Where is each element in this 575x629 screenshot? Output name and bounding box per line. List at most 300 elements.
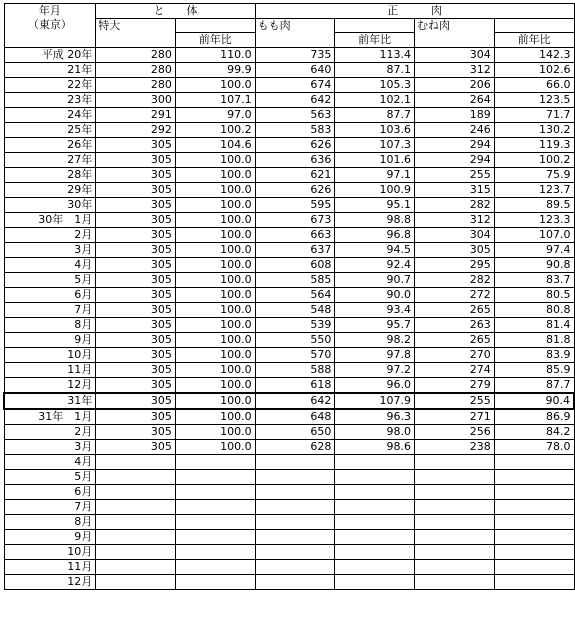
row-label: 7月 [4,500,96,515]
value-cell: 90.4 [494,393,574,409]
value-cell [175,485,255,500]
grade-header: 特大 [96,19,176,48]
value-cell [96,575,176,590]
yoy-header-carcass: 前年比 [175,33,255,48]
value-cell [415,560,495,575]
value-cell: 100.0 [175,303,255,318]
value-cell: 119.3 [494,138,574,153]
value-cell: 97.0 [175,108,255,123]
header-spacer [175,19,255,33]
row-label: 11月 [4,363,96,378]
value-cell: 305 [96,243,176,258]
row-label: 6月 [4,485,96,500]
value-cell: 103.6 [335,123,415,138]
value-cell: 100.0 [175,348,255,363]
table-row [4,258,574,273]
value-cell [494,545,574,560]
row-label: 25年 [4,123,96,138]
value-cell: 97.2 [335,363,415,378]
value-cell: 123.7 [494,183,574,198]
value-cell [335,500,415,515]
value-cell: 238 [415,440,495,455]
value-cell: 98.6 [335,440,415,455]
value-cell: 274 [415,363,495,378]
value-cell: 100.0 [175,228,255,243]
row-label: 5月 [4,470,96,485]
value-cell [335,530,415,545]
value-cell [96,515,176,530]
value-cell: 588 [255,363,335,378]
value-cell: 83.7 [494,273,574,288]
value-cell [255,455,335,470]
value-cell [415,500,495,515]
table-row [4,515,574,530]
value-cell [255,545,335,560]
value-cell: 87.1 [335,63,415,78]
table-row [4,303,574,318]
value-cell: 618 [255,378,335,394]
price-table [3,3,575,590]
value-cell [415,470,495,485]
value-cell: 305 [96,273,176,288]
value-cell: 312 [415,213,495,228]
price-table-sheet [3,3,575,590]
value-cell: 107.0 [494,228,574,243]
table-row [4,168,574,183]
value-cell: 304 [415,228,495,243]
row-label: 31年 1月 [4,409,96,425]
table-row [4,213,574,228]
value-cell: 102.1 [335,93,415,108]
value-cell: 305 [96,440,176,455]
value-cell: 96.3 [335,409,415,425]
table-row [4,440,574,455]
table-row [4,348,574,363]
table-row [4,138,574,153]
value-cell [96,530,176,545]
value-cell: 80.5 [494,288,574,303]
value-cell [494,515,574,530]
value-cell [494,530,574,545]
value-cell: 608 [255,258,335,273]
value-cell: 295 [415,258,495,273]
value-cell: 87.7 [335,108,415,123]
value-cell: 648 [255,409,335,425]
value-cell: 100.0 [175,333,255,348]
value-cell: 96.8 [335,228,415,243]
value-cell: 294 [415,138,495,153]
value-cell: 539 [255,318,335,333]
row-label: 27年 [4,153,96,168]
value-cell: 142.3 [494,48,574,63]
value-cell [335,470,415,485]
value-cell: 100.0 [175,213,255,228]
value-cell: 640 [255,63,335,78]
value-cell: 100.0 [175,425,255,440]
row-label: 11月 [4,560,96,575]
table-row [4,78,574,93]
row-label: 3月 [4,243,96,258]
table-row [4,333,574,348]
value-cell [96,560,176,575]
value-cell: 305 [96,348,176,363]
value-cell [175,560,255,575]
value-cell: 282 [415,273,495,288]
row-label: 30年 1月 [4,213,96,228]
value-cell: 280 [96,63,176,78]
value-cell: 93.4 [335,303,415,318]
value-cell: 95.7 [335,318,415,333]
table-row [4,425,574,440]
table-row [4,318,574,333]
table-row [4,93,574,108]
value-cell [96,500,176,515]
value-cell: 305 [415,243,495,258]
value-cell [335,575,415,590]
value-cell: 84.2 [494,425,574,440]
value-cell: 305 [96,409,176,425]
value-cell: 90.8 [494,258,574,273]
value-cell: 89.5 [494,198,574,213]
value-cell [415,530,495,545]
value-cell: 85.9 [494,363,574,378]
value-cell [96,470,176,485]
row-label: 21年 [4,63,96,78]
row-label: 22年 [4,78,96,93]
value-cell: 87.7 [494,378,574,394]
value-cell: 100.0 [175,288,255,303]
row-label: 9月 [4,530,96,545]
value-cell: 100.9 [335,183,415,198]
value-cell: 83.9 [494,348,574,363]
value-cell [494,470,574,485]
value-cell: 305 [96,168,176,183]
value-cell: 97.1 [335,168,415,183]
value-cell: 256 [415,425,495,440]
yoy-header-thigh: 前年比 [335,33,415,48]
value-cell: 130.2 [494,123,574,138]
value-cell: 100.0 [175,243,255,258]
value-cell: 90.0 [335,288,415,303]
header-spacer [494,19,574,33]
value-cell: 246 [415,123,495,138]
value-cell: 305 [96,258,176,273]
value-cell: 94.5 [335,243,415,258]
value-cell: 105.3 [335,78,415,93]
value-cell [494,485,574,500]
value-cell: 100.0 [175,393,255,409]
value-cell: 102.6 [494,63,574,78]
value-cell [175,455,255,470]
row-label: 2月 [4,228,96,243]
row-label: 12月 [4,575,96,590]
table-row [4,243,574,258]
value-cell: 107.3 [335,138,415,153]
row-label: 9月 [4,333,96,348]
value-cell: 291 [96,108,176,123]
value-cell: 100.0 [175,440,255,455]
value-cell: 100.0 [175,78,255,93]
table-row [4,409,574,425]
table-row [4,378,574,394]
table-row [4,560,574,575]
yoy-header-breast: 前年比 [494,33,574,48]
value-cell: 304 [415,48,495,63]
row-label: 8月 [4,318,96,333]
value-cell [175,545,255,560]
row-label: 6月 [4,288,96,303]
header-spacer [335,19,415,33]
row-label: 8月 [4,515,96,530]
value-cell: 585 [255,273,335,288]
value-cell: 96.0 [335,378,415,394]
value-cell: 315 [415,183,495,198]
value-cell: 100.0 [175,183,255,198]
value-cell: 621 [255,168,335,183]
value-cell: 305 [96,183,176,198]
value-cell [96,485,176,500]
value-cell [175,530,255,545]
table-row [4,183,574,198]
value-cell: 628 [255,440,335,455]
value-cell [175,515,255,530]
value-cell: 98.0 [335,425,415,440]
value-cell: 305 [96,228,176,243]
row-label: 24年 [4,108,96,123]
value-cell: 95.1 [335,198,415,213]
table-row [4,48,574,63]
row-label: 7月 [4,303,96,318]
value-cell [255,485,335,500]
table-row [4,530,574,545]
value-cell: 563 [255,108,335,123]
value-cell [175,500,255,515]
value-cell: 100.0 [175,273,255,288]
value-cell: 300 [96,93,176,108]
value-cell: 123.5 [494,93,574,108]
row-label: 4月 [4,258,96,273]
value-cell: 86.9 [494,409,574,425]
price-table-body [4,4,574,590]
value-cell: 123.3 [494,213,574,228]
value-cell: 100.0 [175,363,255,378]
value-cell [96,455,176,470]
value-cell [255,530,335,545]
value-cell: 100.0 [175,258,255,273]
value-cell: 548 [255,303,335,318]
value-cell: 110.0 [175,48,255,63]
row-label: 2月 [4,425,96,440]
row-label: 28年 [4,168,96,183]
table-row [4,108,574,123]
value-cell [415,545,495,560]
value-cell: 189 [415,108,495,123]
value-cell: 92.4 [335,258,415,273]
row-label: 5月 [4,273,96,288]
value-cell: 270 [415,348,495,363]
value-cell [255,575,335,590]
carcass-group-header: と 体 [96,4,255,19]
value-cell [335,560,415,575]
value-cell: 78.0 [494,440,574,455]
value-cell [175,575,255,590]
value-cell: 265 [415,303,495,318]
value-cell: 550 [255,333,335,348]
value-cell: 99.9 [175,63,255,78]
table-row [4,228,574,243]
row-label: 23年 [4,93,96,108]
value-cell: 90.7 [335,273,415,288]
table-row [4,575,574,590]
value-cell: 305 [96,393,176,409]
value-cell: 101.6 [335,153,415,168]
region-label: （東京） [27,18,72,31]
row-label: 31年 [4,393,96,409]
row-label: 平成 20年 [4,48,96,63]
table-row [4,273,574,288]
value-cell: 305 [96,363,176,378]
value-cell: 626 [255,183,335,198]
thigh-header: もも肉 [255,19,335,48]
value-cell: 66.0 [494,78,574,93]
row-label: 10月 [4,348,96,363]
value-cell: 663 [255,228,335,243]
value-cell [415,515,495,530]
value-cell [335,485,415,500]
table-row [4,63,574,78]
value-cell: 280 [96,78,176,93]
value-cell: 255 [415,393,495,409]
value-cell [335,545,415,560]
value-cell [255,515,335,530]
value-cell: 100.0 [175,318,255,333]
value-cell: 305 [96,425,176,440]
table-row [4,288,574,303]
value-cell: 292 [96,123,176,138]
value-cell: 570 [255,348,335,363]
breast-header: むね肉 [415,19,495,48]
value-cell: 206 [415,78,495,93]
table-row [4,470,574,485]
value-cell: 595 [255,198,335,213]
value-cell: 650 [255,425,335,440]
value-cell: 674 [255,78,335,93]
value-cell [415,455,495,470]
value-cell [335,455,415,470]
value-cell: 100.0 [175,378,255,394]
value-cell [494,500,574,515]
value-cell [175,470,255,485]
value-cell: 100.0 [175,198,255,213]
value-cell: 271 [415,409,495,425]
table-row [4,198,574,213]
table-row [4,153,574,168]
value-cell: 81.4 [494,318,574,333]
row-label: 10月 [4,545,96,560]
value-cell [335,515,415,530]
value-cell: 305 [96,138,176,153]
value-cell: 280 [96,48,176,63]
value-cell: 305 [96,318,176,333]
value-cell: 265 [415,333,495,348]
value-cell: 100.0 [175,168,255,183]
value-cell: 97.8 [335,348,415,363]
value-cell: 75.9 [494,168,574,183]
value-cell [415,485,495,500]
value-cell: 305 [96,198,176,213]
value-cell [494,560,574,575]
table-row [4,485,574,500]
value-cell: 80.8 [494,303,574,318]
value-cell [494,455,574,470]
value-cell: 100.2 [494,153,574,168]
value-cell: 294 [415,153,495,168]
value-cell: 626 [255,138,335,153]
row-label: 3月 [4,440,96,455]
value-cell: 637 [255,243,335,258]
value-cell: 107.9 [335,393,415,409]
value-cell: 100.0 [175,153,255,168]
value-cell: 98.8 [335,213,415,228]
value-cell: 81.8 [494,333,574,348]
value-cell: 100.0 [175,409,255,425]
value-cell: 279 [415,378,495,394]
period-label: 年月 [38,4,61,17]
value-cell: 305 [96,288,176,303]
value-cell: 100.2 [175,123,255,138]
value-cell: 107.1 [175,93,255,108]
value-cell: 255 [415,168,495,183]
table-row [4,123,574,138]
table-row [4,455,574,470]
value-cell: 305 [96,153,176,168]
table-row [4,500,574,515]
table-row [4,545,574,560]
value-cell: 97.4 [494,243,574,258]
table-row [4,393,574,409]
value-cell: 104.6 [175,138,255,153]
value-cell: 642 [255,93,335,108]
value-cell: 305 [96,213,176,228]
value-cell: 272 [415,288,495,303]
value-cell [96,545,176,560]
value-cell: 305 [96,303,176,318]
value-cell: 564 [255,288,335,303]
value-cell: 282 [415,198,495,213]
value-cell [255,560,335,575]
value-cell: 71.7 [494,108,574,123]
value-cell [494,575,574,590]
value-cell: 735 [255,48,335,63]
table-row [4,363,574,378]
row-label: 29年 [4,183,96,198]
value-cell: 642 [255,393,335,409]
value-cell [255,470,335,485]
value-cell: 312 [415,63,495,78]
value-cell: 113.4 [335,48,415,63]
value-cell: 263 [415,318,495,333]
value-cell: 636 [255,153,335,168]
meat-group-header: 正 肉 [255,4,574,19]
period-header-cell [4,4,96,48]
value-cell: 305 [96,378,176,394]
value-cell: 264 [415,93,495,108]
value-cell: 98.2 [335,333,415,348]
row-label: 30年 [4,198,96,213]
value-cell: 305 [96,333,176,348]
value-cell [415,575,495,590]
row-label: 4月 [4,455,96,470]
